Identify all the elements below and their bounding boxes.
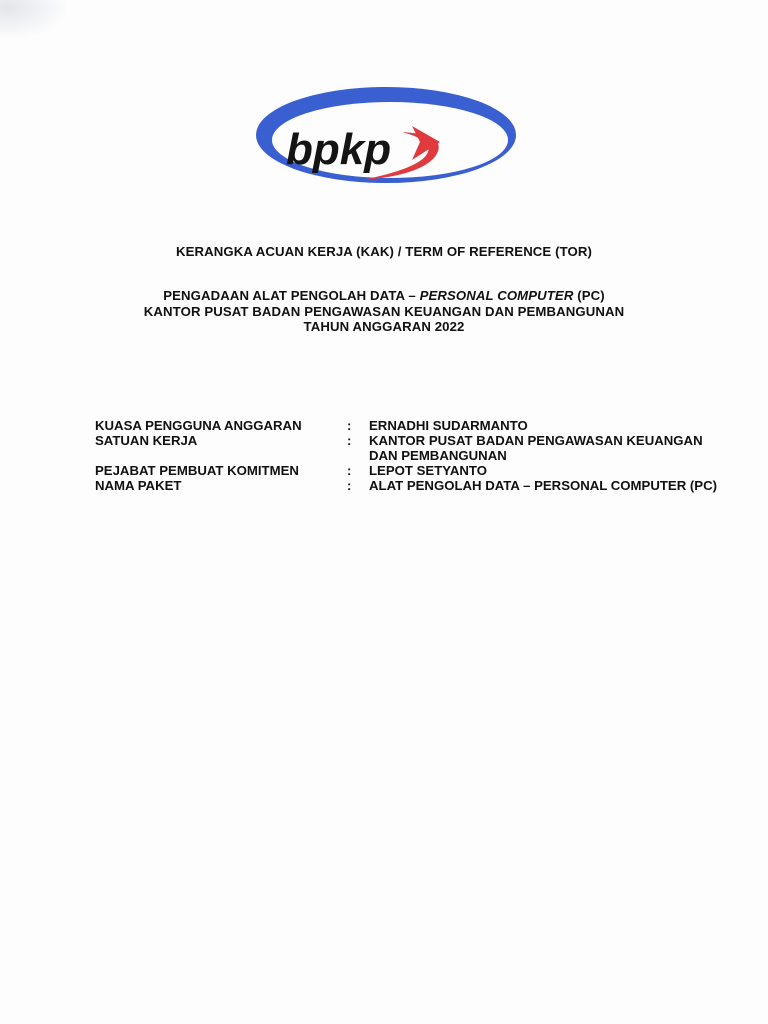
scan-artifact xyxy=(0,0,70,40)
subtitle-line-1-italic: PERSONAL COMPUTER xyxy=(419,288,574,303)
subtitle-line-3: TAHUN ANGGARAN 2022 xyxy=(303,319,465,334)
logo-wordmark: bpkp xyxy=(286,125,392,174)
subtitle-line-1-prefix: PENGADAAN ALAT PENGOLAH DATA – xyxy=(163,288,420,303)
info-colon: : xyxy=(347,463,352,478)
document-info-table xyxy=(95,418,735,493)
info-row-kuasa-pengguna-anggaran xyxy=(95,418,735,433)
info-colon: : xyxy=(347,478,352,493)
info-value: LEPOT SETYANTO xyxy=(369,463,487,478)
document-heading: KERANGKA ACUAN KERJA (KAK) / TERM OF REFERENCE (TOR) xyxy=(176,244,592,259)
subtitle-line-1-suffix: (PC) xyxy=(573,288,605,303)
info-row-nama-paket xyxy=(95,478,735,493)
info-value: KANTOR PUSAT BADAN PENGAWASAN KEUANGAN DAN PEMBANGUNAN xyxy=(369,433,703,463)
info-label: KUASA PENGGUNA ANGGARAN xyxy=(95,418,302,433)
info-row-satuan-kerja xyxy=(95,433,735,463)
info-value: ERNADHI SUDARMANTO xyxy=(369,418,528,433)
info-label: PEJABAT PEMBUAT KOMITMEN xyxy=(95,463,299,478)
info-label: SATUAN KERJA xyxy=(95,433,198,448)
info-colon: : xyxy=(347,433,352,448)
subtitle-line-1 xyxy=(0,288,768,304)
bpkp-logo xyxy=(252,80,520,190)
info-value: ALAT PENGOLAH DATA – PERSONAL COMPUTER (PC) xyxy=(369,478,718,493)
document-subtitle xyxy=(0,288,768,335)
info-label: NAMA PAKET xyxy=(95,478,182,493)
info-colon: : xyxy=(347,418,352,433)
bpkp-logo-graphic xyxy=(252,80,520,190)
info-row-pejabat-pembuat-komitmen xyxy=(95,463,735,478)
subtitle-line-2: KANTOR PUSAT BADAN PENGAWASAN KEUANGAN DAN PEMBANGUNAN xyxy=(143,303,625,319)
